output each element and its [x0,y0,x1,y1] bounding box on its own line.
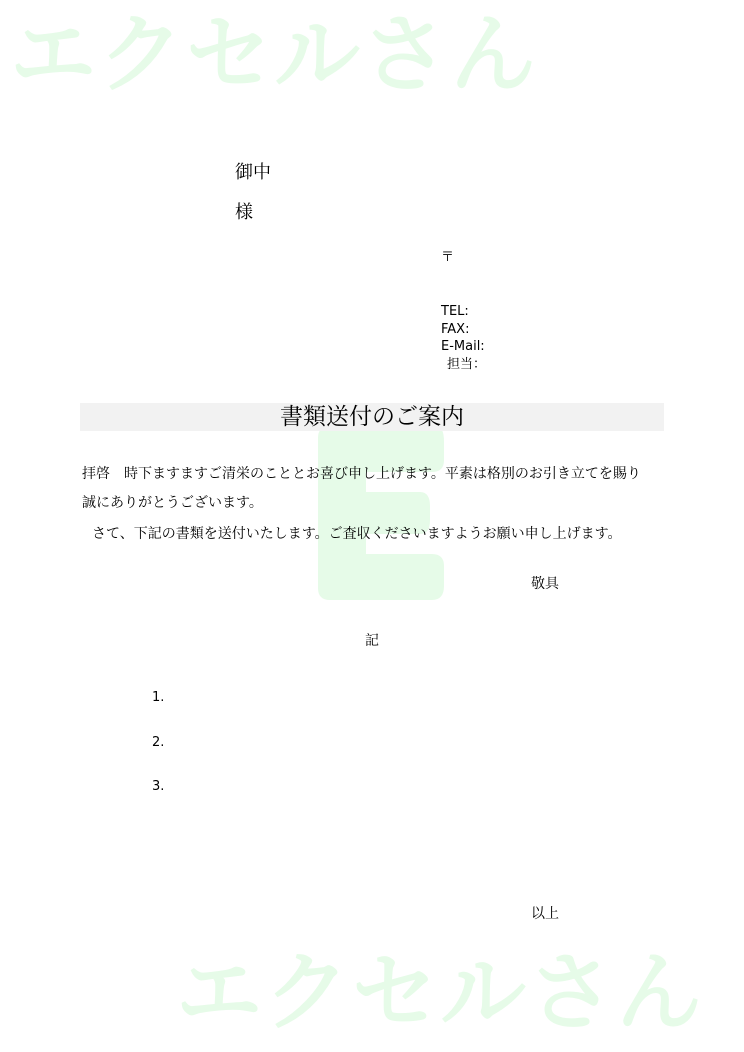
contact-person-label: 担当： [447,356,487,372]
postal-mark: 〒 [441,250,455,265]
body-line: 誠にありがとうございます。 [82,495,263,511]
list-item: 2. [152,735,165,750]
body-line: 拝啓 時下ますますご清栄のこととお喜び申し上げます。平素は格別のお引き立てを賜り [82,466,641,482]
ki-heading: 記 [365,633,379,649]
document-title: 書類送付のご案内 [280,404,464,430]
watermark-bottom: エクセルさん [176,943,704,1043]
watermark-center-e-logo [308,420,448,605]
list-item: 3. [152,779,165,794]
email-label: E-Mail: [441,339,485,354]
recipient-company-suffix: 御中 [235,162,271,183]
sender-block [441,246,486,373]
closing-keigu: 敬具 [531,576,559,592]
end-mark-ijou: 以上 [531,906,559,922]
recipient-person-suffix: 様 [235,202,253,223]
list-item: 1. [152,690,165,705]
tel-label: TEL: [441,304,469,319]
fax-label: FAX: [441,321,470,337]
watermark-top: エクセルさん [10,5,538,105]
body-line: さて、下記の書類を送付いたします。ご査収くださいますようお願い申し上げます。 [92,526,622,542]
